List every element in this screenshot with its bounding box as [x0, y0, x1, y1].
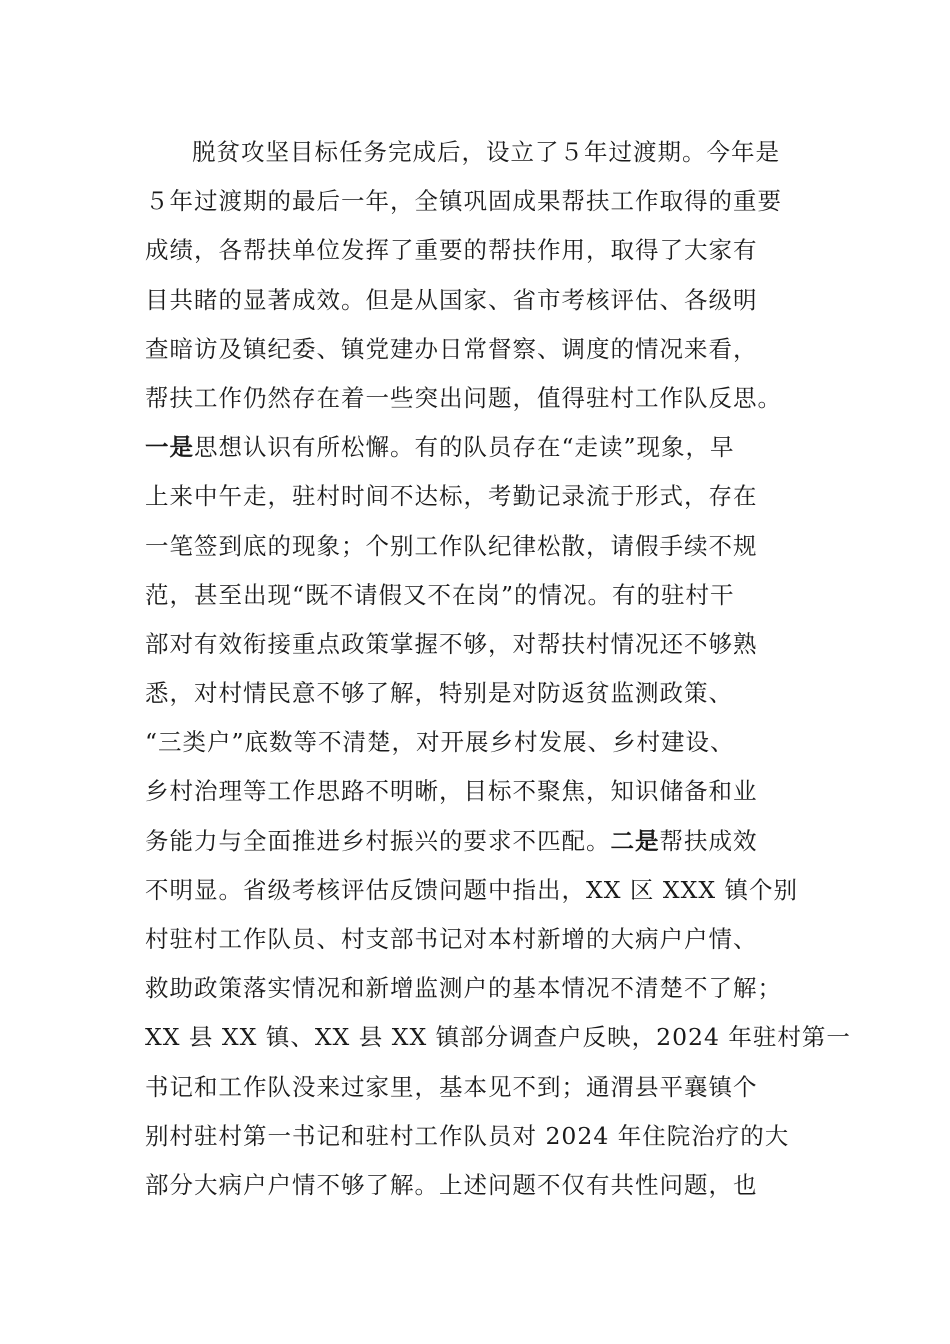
body-paragraph [145, 128, 851, 1210]
text-segment: ５年过渡期的最后一年，全镇巩固成果帮扶工作取得的重要 [145, 187, 782, 216]
text-line [145, 1063, 815, 1112]
text-line [145, 226, 815, 275]
text-segment: 村驻村工作队员、村支部书记对本村新增的大病户户情、 [145, 925, 758, 953]
text-line [145, 472, 815, 521]
text-line [145, 571, 815, 620]
text-segment: 上来中午走，驻村时间不达标，考勤记录流于形式，存在 [145, 482, 758, 511]
text-line [145, 669, 815, 718]
text-line [145, 866, 815, 915]
text-segment: 帮扶工作仍然存在着一些突出问题，值得驻村工作队反思。 [145, 383, 782, 412]
bold-lead-phrase: 一是 [145, 433, 194, 462]
text-line [145, 915, 815, 964]
text-segment: 部对有效衔接重点政策掌握不够，对帮扶村情况还不够熟 [145, 629, 758, 658]
text-segment: 目共睹的显著成效。但是从国家、省市考核评估、各级明 [145, 285, 758, 314]
text-segment: 务能力与全面推进乡村振兴的要求不匹配。 [145, 826, 611, 855]
text-line [145, 276, 815, 325]
text-line [145, 128, 815, 177]
text-segment: 别村驻村第一书记和驻村工作队员对 2024 年住院治疗的大 [145, 1121, 790, 1150]
text-line [145, 817, 815, 866]
text-segment: 脱贫攻坚目标任务完成后，设立了５年过渡期。今年是 [192, 138, 780, 166]
text-line [145, 1112, 815, 1161]
text-segment: 书记和工作队没来过家里，基本见不到；通渭县平襄镇个 [145, 1072, 758, 1101]
text-segment: 帮扶成效 [659, 826, 758, 855]
text-segment: 救助政策落实情况和新增监测户的基本情况不清楚不了解； [145, 974, 782, 1003]
bold-lead-phrase: 二是 [610, 826, 660, 855]
text-segment: 思想认识有所松懈。有的队员存在“走读”现象，早 [194, 433, 735, 462]
text-segment: 悉，对村情民意不够了解，特别是对防返贫监测政策、 [145, 679, 733, 708]
text-line [145, 1161, 815, 1210]
text-line [145, 767, 815, 816]
text-line [145, 374, 815, 423]
text-line [145, 1013, 851, 1062]
text-segment: 乡村治理等工作思路不明晰，目标不聚焦，知识储备和业 [145, 777, 758, 806]
text-segment: XX 县 XX 镇、XX 县 XX 镇部分调查户反映，2024 年驻村第一 [145, 1023, 851, 1052]
text-line [145, 620, 815, 669]
text-segment: 查暗访及镇纪委、镇党建办日常督察、调度的情况来看， [145, 334, 758, 363]
text-segment: 不明显。省级考核评估反馈问题中指出，XX 区 XXX 镇个别 [145, 875, 799, 904]
text-line [145, 177, 815, 226]
text-line [145, 718, 815, 767]
text-segment: 成绩，各帮扶单位发挥了重要的帮扶作用，取得了大家有 [145, 236, 758, 265]
text-line [145, 522, 815, 571]
text-segment: 一笔签到底的现象；个别工作队纪律松散，请假手续不规 [145, 531, 758, 560]
text-segment: 部分大病户户情不够了解。上述问题不仅有共性问题，也 [145, 1170, 758, 1199]
text-segment: 范，甚至出现“既不请假又不在岗”的情况。有的驻村干 [145, 580, 735, 609]
text-line [145, 423, 815, 472]
text-segment: “三类户”底数等不清楚，对开展乡村发展、乡村建设、 [145, 728, 735, 757]
text-line [145, 964, 815, 1013]
text-line [145, 325, 815, 374]
